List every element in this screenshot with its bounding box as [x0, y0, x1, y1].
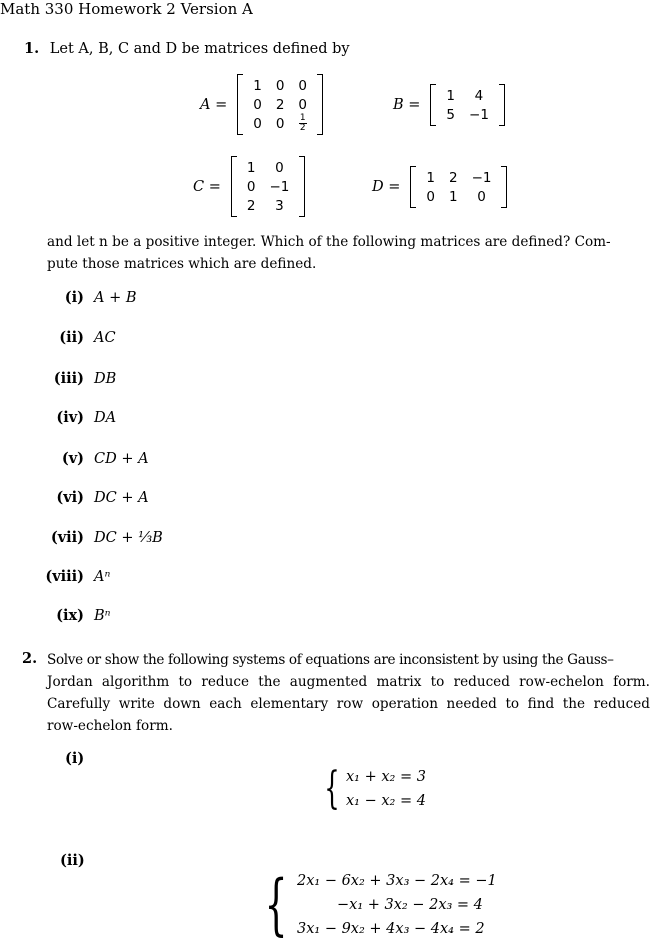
item-expression: AC — [94, 330, 116, 346]
item-expression: Aⁿ — [94, 569, 111, 585]
problem-1-question — [47, 231, 647, 275]
cell: −1 — [269, 178, 290, 195]
item-label: (v) — [61, 450, 84, 467]
system-ii — [255, 866, 497, 943]
matrix-A — [200, 74, 323, 135]
list-item — [22, 289, 137, 306]
matrix-C — [193, 156, 305, 217]
problem-1-intro-text: Let A, B, C and D be matrices defined by — [49, 41, 350, 57]
matrix-B-name: B = — [393, 97, 421, 113]
cell: −1 — [469, 106, 489, 123]
problem-1-number: 1. — [24, 40, 40, 57]
cell-fraction — [291, 114, 314, 133]
cell: 2 — [448, 169, 458, 186]
item-label: (vi) — [56, 489, 84, 506]
cell: 1 — [426, 169, 435, 186]
cell: 1 — [448, 188, 458, 205]
matrix-A-name: A = — [200, 96, 228, 113]
cell: 0 — [246, 178, 256, 195]
cell: 0 — [253, 96, 262, 113]
list-item — [22, 489, 149, 506]
item-label: (iv) — [56, 409, 84, 426]
cell: 1 — [446, 87, 456, 104]
list-item — [22, 450, 149, 467]
fraction-one-half: $\frac{1}{2}$ — [299, 113, 306, 133]
part-i-label: (i) — [65, 750, 85, 767]
cell: 0 — [253, 115, 262, 132]
cell: 2 — [275, 96, 285, 113]
list-item — [22, 607, 111, 624]
cell: 0 — [275, 159, 284, 176]
list-item — [22, 568, 110, 585]
item-expression: DC + A — [94, 490, 149, 506]
equation: −x₁ + 3x₂ − 2x₃ = 4 — [337, 897, 483, 913]
cell: 0 — [275, 77, 285, 94]
equation: 3x₁ − 9x₂ + 4x₃ − 4x₄ = 2 — [297, 921, 485, 937]
matrix-C-name: C = — [193, 178, 221, 195]
equation: x₁ + x₂ = 3 — [346, 769, 426, 785]
equation: 2x₁ − 6x₂ + 3x₃ − 2x₄ = −1 — [297, 873, 497, 889]
matrix-B — [393, 84, 505, 126]
item-label: (ix) — [56, 607, 84, 624]
left-brace-icon: { — [324, 763, 340, 814]
left-brace-icon: { — [264, 866, 288, 943]
problem-2-line-1: Solve or show the following systems of equations are inconsistent by using the Gauss– — [47, 652, 614, 668]
problem-1-intro — [24, 38, 350, 60]
item-label: (ii) — [59, 329, 84, 346]
item-expression: A + B — [94, 290, 137, 306]
system-i — [318, 765, 426, 813]
cell: 0 — [426, 188, 435, 205]
list-item — [22, 529, 163, 546]
system-ii-equations — [297, 869, 497, 941]
cell: 0 — [275, 115, 285, 132]
item-expression: DB — [94, 371, 117, 387]
list-item — [22, 370, 116, 387]
problem-2-line-4: row-echelon form. — [47, 718, 173, 734]
part-ii-label: (ii) — [60, 852, 85, 869]
problem-2-number — [22, 650, 37, 667]
item-expression: CD + A — [94, 451, 149, 467]
item-label: (viii) — [45, 568, 84, 585]
item-label: (vii) — [50, 529, 84, 546]
list-item — [22, 329, 116, 346]
list-item — [22, 409, 116, 426]
equation: x₁ − x₂ = 4 — [346, 793, 426, 809]
cell: 4 — [474, 87, 484, 104]
cell: 0 — [298, 77, 308, 94]
problem-2-text — [47, 649, 650, 737]
problem-2-number-text: 2. — [22, 650, 38, 667]
question-line-2: pute those matrices which are defined. — [47, 256, 317, 272]
cell: 3 — [275, 197, 284, 214]
cell: −1 — [471, 169, 492, 186]
cell: 2 — [246, 197, 256, 214]
question-line-1: and let n be a positive integer. Which of the following matrices are defined? Com- — [47, 234, 611, 250]
cell: 1 — [246, 159, 256, 176]
item-label: (i) — [64, 289, 84, 306]
item-expression: DC + ⅓B — [94, 530, 163, 546]
cell: 0 — [298, 96, 308, 113]
item-expression: DA — [94, 410, 117, 426]
cell: 1 — [253, 77, 262, 94]
system-i-equations — [346, 765, 426, 813]
item-expression: Bⁿ — [94, 608, 111, 624]
problem-2-line-3: Carefully write down each elementary row operation needed to find the reduced — [47, 696, 650, 712]
problem-2-line-2: Jordan algorithm to reduce the augmented matrix to reduced row-echelon form. — [47, 674, 650, 690]
item-label: (iii) — [53, 370, 84, 387]
matrix-D-name: D = — [372, 179, 401, 195]
document-title: Math 330 Homework 2 Version A — [0, 0, 253, 18]
matrix-D — [372, 166, 507, 208]
cell: 5 — [446, 106, 456, 123]
cell: 0 — [477, 188, 486, 205]
